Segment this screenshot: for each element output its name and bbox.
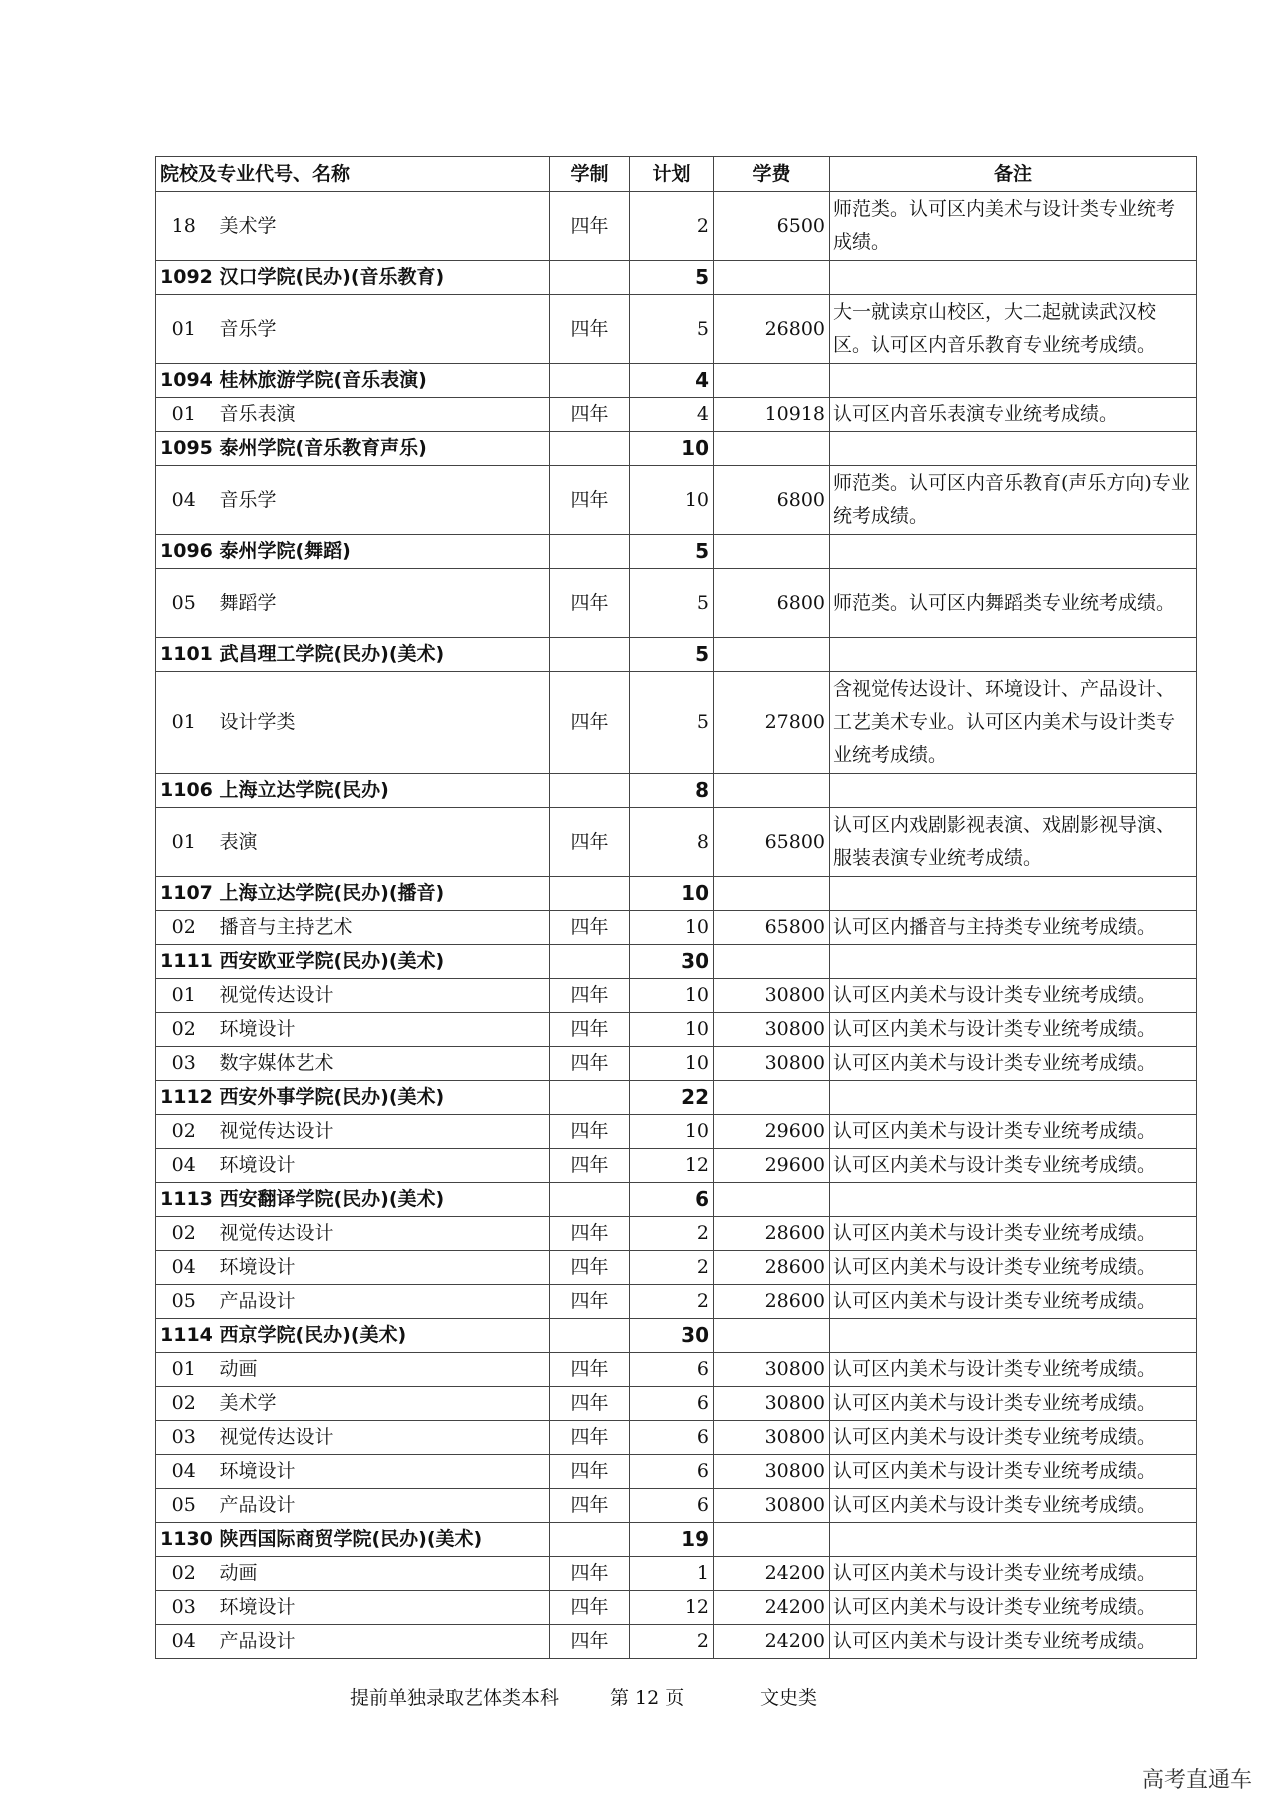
major-code: 18 <box>156 192 212 261</box>
major-code: 02 <box>156 911 212 945</box>
plan-cell: 5 <box>630 638 714 672</box>
major-name: 环境设计 <box>212 1251 550 1285</box>
fee-cell: 30800 <box>714 1013 830 1047</box>
plan-cell: 2 <box>630 1285 714 1319</box>
fee-cell: 28600 <box>714 1251 830 1285</box>
note-cell <box>830 638 1197 672</box>
major-row <box>156 466 1197 535</box>
major-name: 表演 <box>212 808 550 877</box>
school-name: 泰州学院(音乐教育声乐) <box>212 432 550 466</box>
school-code: 1094 <box>156 364 212 398</box>
header-fee: 学费 <box>714 157 830 192</box>
major-code: 02 <box>156 1013 212 1047</box>
school-row <box>156 774 1197 808</box>
major-row <box>156 672 1197 774</box>
admissions-table <box>155 156 1197 1659</box>
major-name: 动画 <box>212 1557 550 1591</box>
school-row <box>156 1523 1197 1557</box>
major-name: 环境设计 <box>212 1455 550 1489</box>
school-row <box>156 1183 1197 1217</box>
fee-cell: 30800 <box>714 1353 830 1387</box>
fee-cell: 28600 <box>714 1285 830 1319</box>
major-code: 03 <box>156 1591 212 1625</box>
plan-cell: 19 <box>630 1523 714 1557</box>
school-row <box>156 1319 1197 1353</box>
major-name: 音乐学 <box>212 295 550 364</box>
header-note: 备注 <box>830 157 1197 192</box>
major-row <box>156 979 1197 1013</box>
school-row <box>156 261 1197 295</box>
major-row <box>156 1557 1197 1591</box>
plan-cell: 10 <box>630 1047 714 1081</box>
fee-cell: 6500 <box>714 192 830 261</box>
duration-cell: 四年 <box>550 979 630 1013</box>
major-row <box>156 1421 1197 1455</box>
fee-cell <box>714 261 830 295</box>
fee-cell: 6800 <box>714 466 830 535</box>
duration-cell: 四年 <box>550 1115 630 1149</box>
watermark-text: 高考直通车 <box>1141 1768 1252 1793</box>
major-code: 01 <box>156 672 212 774</box>
school-code: 1096 <box>156 535 212 569</box>
fee-cell <box>714 364 830 398</box>
major-row <box>156 1285 1197 1319</box>
note-cell <box>830 877 1197 911</box>
school-code: 1092 <box>156 261 212 295</box>
fee-cell <box>714 1081 830 1115</box>
note-cell: 认可区内播音与主持类专业统考成绩。 <box>830 911 1197 945</box>
fee-cell <box>714 1183 830 1217</box>
duration-cell <box>550 945 630 979</box>
duration-cell: 四年 <box>550 1489 630 1523</box>
note-cell: 大一就读京山校区，大二起就读武汉校区。认可区内音乐教育专业统考成绩。 <box>830 295 1197 364</box>
fee-cell: 29600 <box>714 1115 830 1149</box>
school-code: 1095 <box>156 432 212 466</box>
fee-cell: 10918 <box>714 398 830 432</box>
plan-cell: 10 <box>630 432 714 466</box>
note-cell: 认可区内美术与设计类专业统考成绩。 <box>830 1013 1197 1047</box>
school-code: 1113 <box>156 1183 212 1217</box>
plan-cell: 2 <box>630 1217 714 1251</box>
major-row <box>156 569 1197 638</box>
major-row <box>156 808 1197 877</box>
school-name: 西安翻译学院(民办)(美术) <box>212 1183 550 1217</box>
major-name: 数字媒体艺术 <box>212 1047 550 1081</box>
major-name: 产品设计 <box>212 1489 550 1523</box>
fee-cell: 24200 <box>714 1591 830 1625</box>
fee-cell <box>714 535 830 569</box>
footer-track: 文史类 <box>760 1687 818 1709</box>
major-name: 美术学 <box>212 1387 550 1421</box>
fee-cell: 30800 <box>714 1047 830 1081</box>
major-row <box>156 1115 1197 1149</box>
school-name: 上海立达学院(民办) <box>212 774 550 808</box>
duration-cell <box>550 535 630 569</box>
major-name: 环境设计 <box>212 1013 550 1047</box>
major-name: 视觉传达设计 <box>212 1115 550 1149</box>
duration-cell <box>550 432 630 466</box>
plan-cell: 10 <box>630 877 714 911</box>
major-row <box>156 1625 1197 1659</box>
major-code: 05 <box>156 569 212 638</box>
duration-cell: 四年 <box>550 1353 630 1387</box>
note-cell: 认可区内美术与设计类专业统考成绩。 <box>830 1421 1197 1455</box>
school-name: 泰州学院(舞蹈) <box>212 535 550 569</box>
header-plan: 计划 <box>630 157 714 192</box>
major-code: 01 <box>156 398 212 432</box>
fee-cell <box>714 945 830 979</box>
duration-cell: 四年 <box>550 192 630 261</box>
major-name: 环境设计 <box>212 1149 550 1183</box>
duration-cell: 四年 <box>550 1455 630 1489</box>
major-code: 01 <box>156 808 212 877</box>
fee-cell: 24200 <box>714 1557 830 1591</box>
duration-cell: 四年 <box>550 1591 630 1625</box>
fee-cell: 30800 <box>714 1489 830 1523</box>
plan-cell: 4 <box>630 364 714 398</box>
note-cell <box>830 774 1197 808</box>
note-cell: 认可区内美术与设计类专业统考成绩。 <box>830 1251 1197 1285</box>
note-cell: 认可区内音乐表演专业统考成绩。 <box>830 398 1197 432</box>
school-code: 1114 <box>156 1319 212 1353</box>
plan-cell: 22 <box>630 1081 714 1115</box>
major-code: 05 <box>156 1489 212 1523</box>
duration-cell <box>550 1183 630 1217</box>
note-cell: 认可区内美术与设计类专业统考成绩。 <box>830 1489 1197 1523</box>
plan-cell: 1 <box>630 1557 714 1591</box>
note-cell: 认可区内美术与设计类专业统考成绩。 <box>830 1047 1197 1081</box>
fee-cell: 26800 <box>714 295 830 364</box>
school-name: 西京学院(民办)(美术) <box>212 1319 550 1353</box>
plan-cell: 6 <box>630 1353 714 1387</box>
duration-cell: 四年 <box>550 1625 630 1659</box>
plan-cell: 5 <box>630 672 714 774</box>
duration-cell: 四年 <box>550 466 630 535</box>
major-name: 音乐表演 <box>212 398 550 432</box>
major-name: 动画 <box>212 1353 550 1387</box>
major-row <box>156 1387 1197 1421</box>
note-cell: 认可区内美术与设计类专业统考成绩。 <box>830 1115 1197 1149</box>
duration-cell: 四年 <box>550 1421 630 1455</box>
school-row <box>156 638 1197 672</box>
plan-cell: 10 <box>630 1115 714 1149</box>
note-cell: 认可区内美术与设计类专业统考成绩。 <box>830 1455 1197 1489</box>
major-name: 播音与主持艺术 <box>212 911 550 945</box>
major-code: 05 <box>156 1285 212 1319</box>
major-code: 02 <box>156 1115 212 1149</box>
major-name: 音乐学 <box>212 466 550 535</box>
note-cell <box>830 1319 1197 1353</box>
fee-cell: 27800 <box>714 672 830 774</box>
plan-cell: 12 <box>630 1149 714 1183</box>
plan-cell: 5 <box>630 295 714 364</box>
fee-cell: 30800 <box>714 1387 830 1421</box>
major-row <box>156 295 1197 364</box>
major-row <box>156 1047 1197 1081</box>
duration-cell: 四年 <box>550 1251 630 1285</box>
school-row <box>156 432 1197 466</box>
fee-cell: 65800 <box>714 808 830 877</box>
major-code: 04 <box>156 1625 212 1659</box>
note-cell: 认可区内美术与设计类专业统考成绩。 <box>830 1285 1197 1319</box>
plan-cell: 2 <box>630 1251 714 1285</box>
plan-cell: 8 <box>630 808 714 877</box>
school-name: 汉口学院(民办)(音乐教育) <box>212 261 550 295</box>
plan-cell: 6 <box>630 1489 714 1523</box>
major-row <box>156 1013 1197 1047</box>
duration-cell: 四年 <box>550 1149 630 1183</box>
major-row <box>156 398 1197 432</box>
school-name: 西安外事学院(民办)(美术) <box>212 1081 550 1115</box>
major-row <box>156 1353 1197 1387</box>
plan-cell: 12 <box>630 1591 714 1625</box>
major-row <box>156 1149 1197 1183</box>
major-name: 环境设计 <box>212 1591 550 1625</box>
fee-cell: 30800 <box>714 1421 830 1455</box>
fee-cell: 65800 <box>714 911 830 945</box>
school-row <box>156 364 1197 398</box>
major-code: 03 <box>156 1421 212 1455</box>
plan-cell: 6 <box>630 1421 714 1455</box>
school-row <box>156 877 1197 911</box>
school-row <box>156 535 1197 569</box>
major-code: 04 <box>156 1149 212 1183</box>
table-header-row <box>156 157 1197 192</box>
duration-cell: 四年 <box>550 672 630 774</box>
major-row <box>156 1251 1197 1285</box>
school-code: 1111 <box>156 945 212 979</box>
duration-cell: 四年 <box>550 911 630 945</box>
duration-cell <box>550 638 630 672</box>
note-cell <box>830 1081 1197 1115</box>
school-code: 1101 <box>156 638 212 672</box>
school-name: 陕西国际商贸学院(民办)(美术) <box>212 1523 550 1557</box>
major-row <box>156 1591 1197 1625</box>
duration-cell: 四年 <box>550 1387 630 1421</box>
fee-cell: 30800 <box>714 1455 830 1489</box>
note-cell: 认可区内美术与设计类专业统考成绩。 <box>830 1387 1197 1421</box>
major-code: 02 <box>156 1387 212 1421</box>
school-code: 1106 <box>156 774 212 808</box>
note-cell <box>830 1183 1197 1217</box>
duration-cell: 四年 <box>550 398 630 432</box>
duration-cell: 四年 <box>550 1557 630 1591</box>
duration-cell: 四年 <box>550 295 630 364</box>
duration-cell <box>550 877 630 911</box>
major-code: 04 <box>156 1455 212 1489</box>
major-name: 视觉传达设计 <box>212 1217 550 1251</box>
school-name: 桂林旅游学院(音乐表演) <box>212 364 550 398</box>
duration-cell <box>550 1523 630 1557</box>
footer-page-number: 第 12 页 <box>610 1687 685 1709</box>
duration-cell: 四年 <box>550 1285 630 1319</box>
plan-cell: 8 <box>630 774 714 808</box>
note-cell: 认可区内戏剧影视表演、戏剧影视导演、服装表演专业统考成绩。 <box>830 808 1197 877</box>
fee-cell: 6800 <box>714 569 830 638</box>
plan-cell: 30 <box>630 945 714 979</box>
note-cell: 认可区内美术与设计类专业统考成绩。 <box>830 1625 1197 1659</box>
plan-cell: 10 <box>630 1013 714 1047</box>
fee-cell: 28600 <box>714 1217 830 1251</box>
fee-cell <box>714 774 830 808</box>
plan-cell: 10 <box>630 979 714 1013</box>
header-duration: 学制 <box>550 157 630 192</box>
footer-category: 提前单独录取艺体类本科 <box>350 1687 560 1709</box>
fee-cell: 30800 <box>714 979 830 1013</box>
school-name: 上海立达学院(民办)(播音) <box>212 877 550 911</box>
major-code: 04 <box>156 466 212 535</box>
fee-cell <box>714 1319 830 1353</box>
major-row <box>156 1217 1197 1251</box>
plan-cell: 5 <box>630 261 714 295</box>
major-name: 舞蹈学 <box>212 569 550 638</box>
note-cell: 认可区内美术与设计类专业统考成绩。 <box>830 1217 1197 1251</box>
major-code: 01 <box>156 295 212 364</box>
note-cell: 认可区内美术与设计类专业统考成绩。 <box>830 1557 1197 1591</box>
note-cell <box>830 364 1197 398</box>
fee-cell <box>714 1523 830 1557</box>
duration-cell: 四年 <box>550 1047 630 1081</box>
fee-cell <box>714 877 830 911</box>
major-code: 01 <box>156 979 212 1013</box>
note-cell <box>830 432 1197 466</box>
plan-cell: 6 <box>630 1183 714 1217</box>
major-name: 视觉传达设计 <box>212 979 550 1013</box>
major-code: 04 <box>156 1251 212 1285</box>
plan-cell: 10 <box>630 911 714 945</box>
plan-cell: 6 <box>630 1387 714 1421</box>
duration-cell: 四年 <box>550 1013 630 1047</box>
note-cell: 认可区内美术与设计类专业统考成绩。 <box>830 1353 1197 1387</box>
table-body <box>156 192 1197 1659</box>
school-row <box>156 945 1197 979</box>
note-cell: 含视觉传达设计、环境设计、产品设计、工艺美术专业。认可区内美术与设计类专业统考成绩。 <box>830 672 1197 774</box>
note-cell <box>830 261 1197 295</box>
plan-cell: 2 <box>630 192 714 261</box>
major-name: 产品设计 <box>212 1285 550 1319</box>
note-cell: 认可区内美术与设计类专业统考成绩。 <box>830 979 1197 1013</box>
duration-cell <box>550 261 630 295</box>
major-name: 产品设计 <box>212 1625 550 1659</box>
note-cell: 认可区内美术与设计类专业统考成绩。 <box>830 1149 1197 1183</box>
plan-cell: 6 <box>630 1455 714 1489</box>
header-name: 院校及专业代号、名称 <box>156 157 550 192</box>
note-cell <box>830 945 1197 979</box>
note-cell <box>830 535 1197 569</box>
school-name: 西安欧亚学院(民办)(美术) <box>212 945 550 979</box>
school-code: 1112 <box>156 1081 212 1115</box>
note-cell: 师范类。认可区内音乐教育(声乐方向)专业统考成绩。 <box>830 466 1197 535</box>
major-code: 02 <box>156 1217 212 1251</box>
major-name: 视觉传达设计 <box>212 1421 550 1455</box>
major-code: 02 <box>156 1557 212 1591</box>
school-code: 1130 <box>156 1523 212 1557</box>
school-code: 1107 <box>156 877 212 911</box>
major-row <box>156 192 1197 261</box>
plan-cell: 2 <box>630 1625 714 1659</box>
fee-cell <box>714 638 830 672</box>
plan-cell: 30 <box>630 1319 714 1353</box>
plan-cell: 10 <box>630 466 714 535</box>
plan-cell: 5 <box>630 569 714 638</box>
school-row <box>156 1081 1197 1115</box>
duration-cell <box>550 1319 630 1353</box>
duration-cell: 四年 <box>550 569 630 638</box>
plan-cell: 5 <box>630 535 714 569</box>
note-cell: 师范类。认可区内舞蹈类专业统考成绩。 <box>830 569 1197 638</box>
major-row <box>156 911 1197 945</box>
duration-cell <box>550 774 630 808</box>
duration-cell <box>550 364 630 398</box>
major-row <box>156 1455 1197 1489</box>
fee-cell <box>714 432 830 466</box>
fee-cell: 29600 <box>714 1149 830 1183</box>
note-cell: 认可区内美术与设计类专业统考成绩。 <box>830 1591 1197 1625</box>
school-name: 武昌理工学院(民办)(美术) <box>212 638 550 672</box>
duration-cell: 四年 <box>550 808 630 877</box>
plan-cell: 4 <box>630 398 714 432</box>
fee-cell: 24200 <box>714 1625 830 1659</box>
major-code: 01 <box>156 1353 212 1387</box>
major-row <box>156 1489 1197 1523</box>
major-code: 03 <box>156 1047 212 1081</box>
duration-cell <box>550 1081 630 1115</box>
major-name: 美术学 <box>212 192 550 261</box>
note-cell <box>830 1523 1197 1557</box>
note-cell: 师范类。认可区内美术与设计类专业统考成绩。 <box>830 192 1197 261</box>
duration-cell: 四年 <box>550 1217 630 1251</box>
major-name: 设计学类 <box>212 672 550 774</box>
